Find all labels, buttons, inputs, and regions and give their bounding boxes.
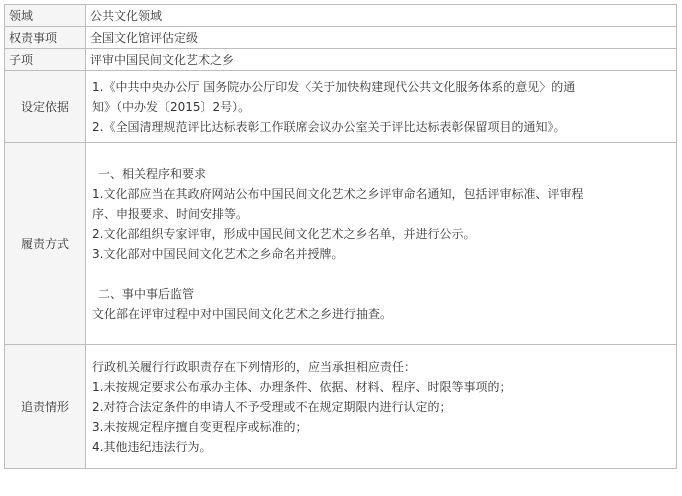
domain-value: 公共文化领域 — [86, 5, 677, 27]
duty-section-2: 二、事中事后监管 — [98, 286, 195, 301]
liability-line-2: 1.未按规定要求公布承办主体、办理条件、依据、材料、程序、时限等事项的； — [92, 379, 512, 394]
item-label: 权责事项 — [5, 27, 86, 49]
domain-label: 领域 — [5, 5, 86, 27]
table-row-duty — [5, 143, 677, 345]
liability-line-4: 3.未按规定程序擅自变更程序或标准的； — [92, 419, 308, 434]
basis-line-1: 1.《中共中央办公厅 国务院办公厅印发〈关于加快构建现代公共文化服务体系的意见〉的通 — [92, 79, 576, 94]
duty-p1-line-1: 1.文化部应当在其政府网站公布中国民间文化艺术之乡评审命名通知，包括评审标准、评审程 — [92, 186, 584, 201]
basis-line-2: 知》（中办发〔2015〕2号）。 — [92, 99, 251, 114]
duty-label: 履责方式 — [5, 143, 86, 345]
liability-label: 追责情形 — [5, 345, 86, 469]
duty-p1-line-2: 序、申报要求、时间安排等。 — [92, 206, 249, 221]
liability-line-1: 行政机关履行行政职责存在下列情形的，应当承担相应责任： — [92, 359, 417, 374]
duty-p2: 2.文化部组织专家评审，形成中国民间文化艺术之乡名单，并进行公示。 — [92, 226, 476, 241]
liability-line-3: 2.对符合法定条件的申请人不予受理或不在规定期限内进行认定的； — [92, 399, 452, 414]
duty-content — [86, 143, 677, 345]
table-row-subitem — [5, 49, 677, 71]
item-value: 全国文化馆评估定级 — [86, 27, 677, 49]
basis-label: 设定依据 — [5, 71, 86, 143]
table-row-liability — [5, 345, 677, 469]
liability-content — [86, 345, 677, 469]
table-row-item — [5, 27, 677, 49]
duty-table — [4, 4, 677, 469]
table-row-domain — [5, 5, 677, 27]
basis-content — [86, 71, 677, 143]
blank-line — [90, 264, 672, 284]
duty-section-1: 一、相关程序和要求 — [98, 166, 207, 181]
duty-p4: 文化部在评审过程中对中国民间文化艺术之乡进行抽查。 — [92, 306, 393, 321]
basis-line-3: 2.《全国清理规范评比达标表彰工作联席会议办公室关于评比达标表彰保留项目的通知》。 — [92, 119, 566, 134]
duty-p3: 3.文化部对中国民间文化艺术之乡命名并授牌。 — [92, 246, 344, 261]
subitem-label: 子项 — [5, 49, 86, 71]
table-row-basis — [5, 71, 677, 143]
subitem-value: 评审中国民间文化艺术之乡 — [86, 49, 677, 71]
liability-line-5: 4.其他违纪违法行为。 — [92, 439, 212, 454]
